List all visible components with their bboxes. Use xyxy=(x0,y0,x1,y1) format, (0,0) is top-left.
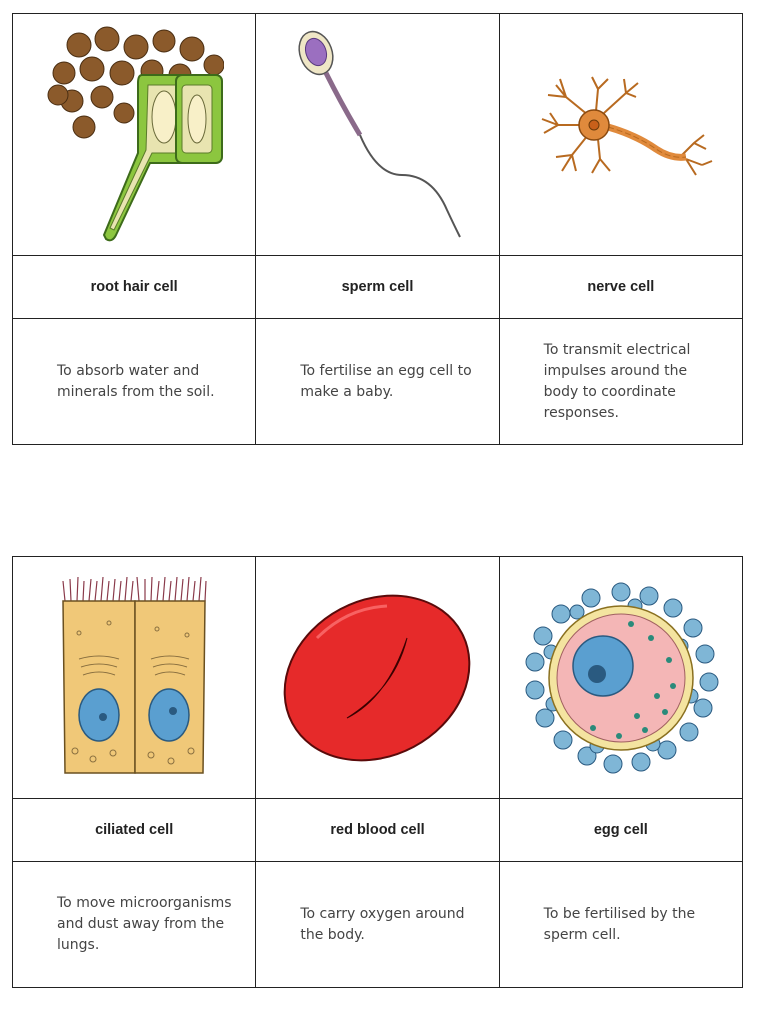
function-row xyxy=(13,862,743,988)
cell-name: root hair cell xyxy=(13,256,256,319)
cell-function: To be fertilised by the sperm cell. xyxy=(543,905,696,943)
root-hair-cell-illustration xyxy=(44,25,224,245)
cell-card-table-2 xyxy=(12,556,743,988)
image-row xyxy=(13,557,743,799)
cell-function: To transmit electrical impulses around the body to coordinate responses. xyxy=(543,341,691,421)
root-hair-cell-image-cell xyxy=(13,14,256,256)
egg-cell-image-cell xyxy=(499,557,742,799)
nerve-cell-illustration xyxy=(526,75,716,195)
red-blood-cell-illustration xyxy=(277,578,477,778)
sperm-cell-illustration xyxy=(282,25,472,245)
cell-name: red blood cell xyxy=(256,799,499,862)
cell-function: To fertilise an egg cell to make a baby. xyxy=(300,362,472,400)
cell-card-table-1 xyxy=(12,13,743,445)
cell-name: egg cell xyxy=(499,799,742,862)
sperm-cell-image-cell xyxy=(256,14,499,256)
cell-function: To move microorganisms and dust away from the lungs. xyxy=(57,895,232,953)
egg-cell-illustration xyxy=(521,578,721,778)
name-row xyxy=(13,256,743,319)
ciliated-cell-image-cell xyxy=(13,557,256,799)
red-blood-cell-image-cell xyxy=(256,557,499,799)
nerve-cell-image-cell xyxy=(499,14,742,256)
name-row xyxy=(13,799,743,862)
cell-function: To absorb water and minerals from the soil. xyxy=(57,362,215,400)
cell-name: ciliated cell xyxy=(13,799,256,862)
cell-name: sperm cell xyxy=(256,256,499,319)
cell-function: To carry oxygen around the body. xyxy=(300,905,465,943)
ciliated-cell-illustration xyxy=(59,573,209,783)
function-row xyxy=(13,319,743,445)
image-row xyxy=(13,14,743,256)
cell-name: nerve cell xyxy=(499,256,742,319)
